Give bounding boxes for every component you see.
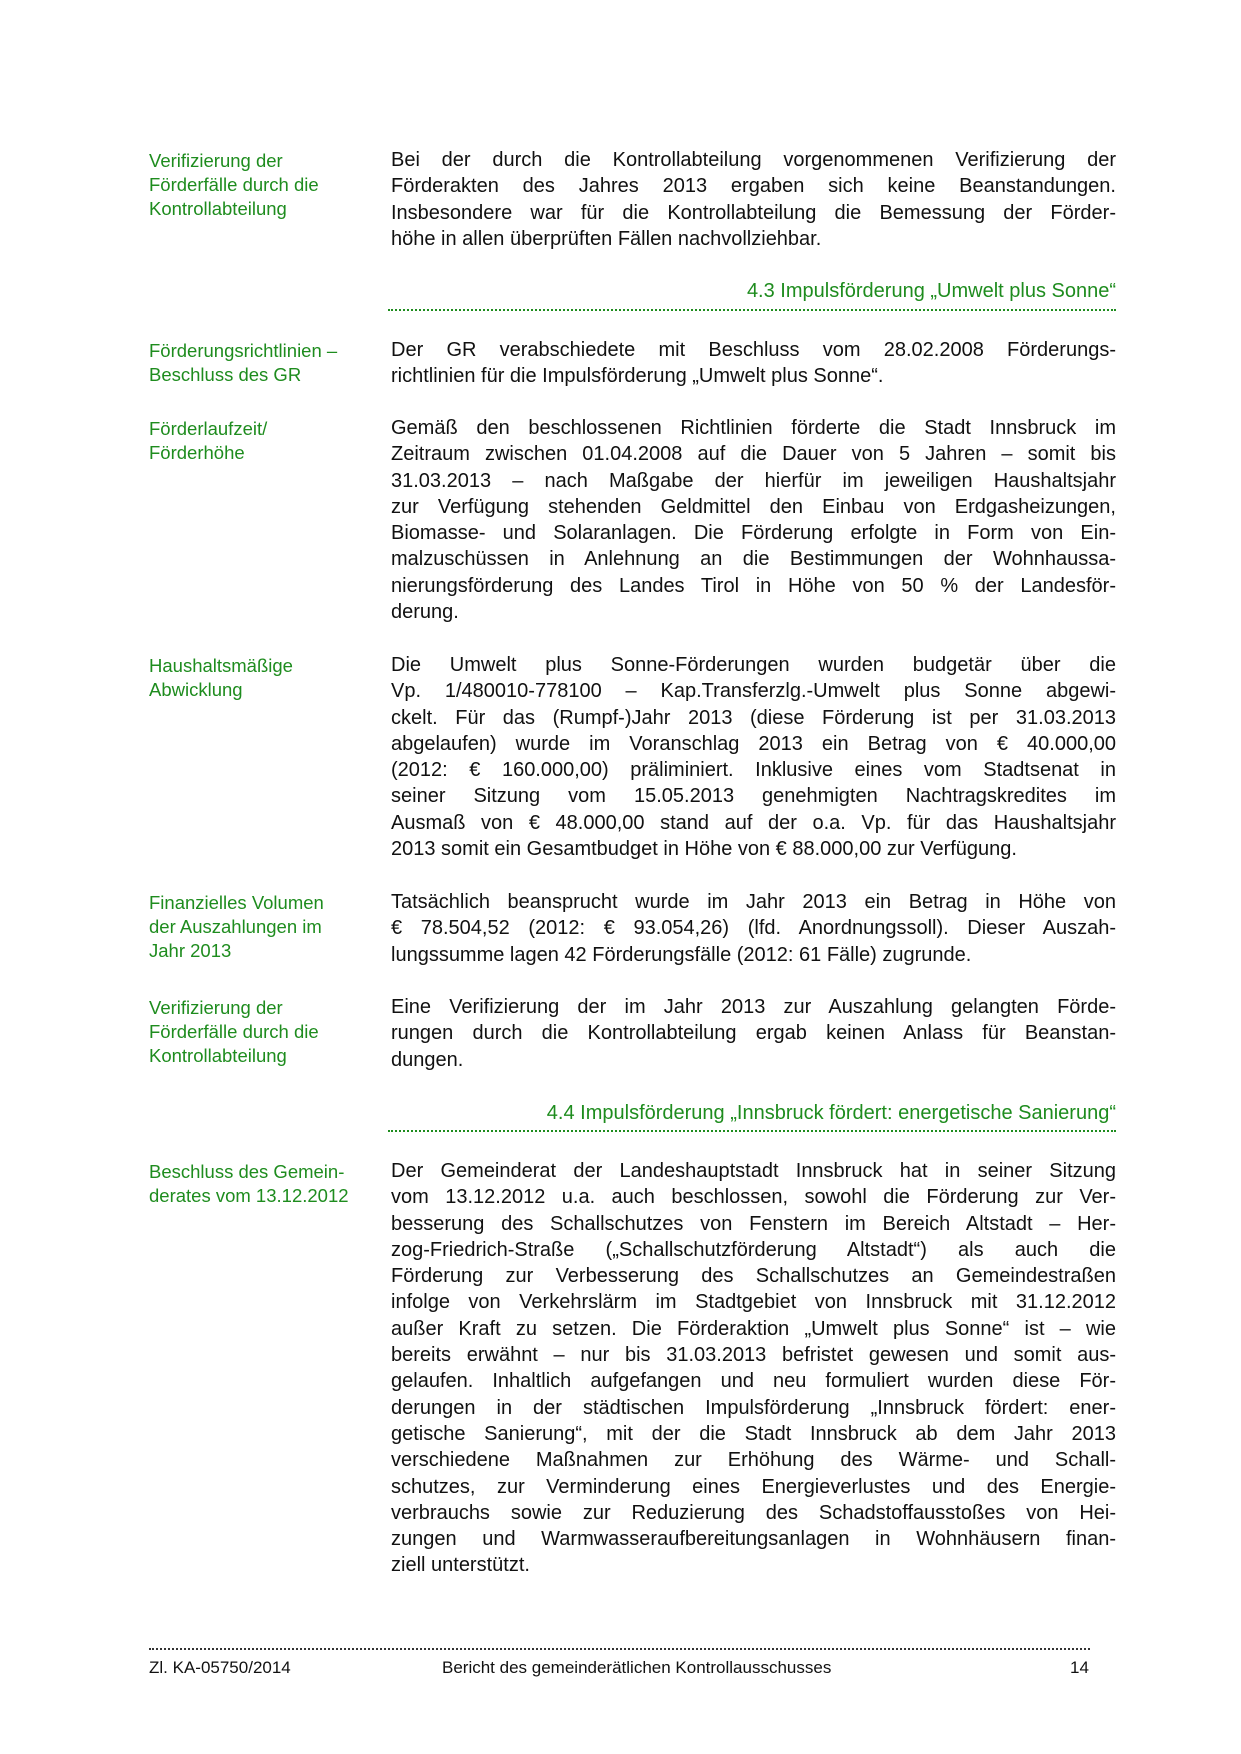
paragraph-line: malzuschüssen in Anlehnung an die Bestimmungen der Wohnhaussa-: [391, 548, 1116, 571]
paragraph-line: Zeitraum zwischen 01.04.2008 auf die Dauer von 5 Jahren – somit bis: [391, 443, 1116, 466]
page-number: 14: [1070, 1658, 1089, 1677]
paragraph-line: abgelaufen) wurde im Voranschlag 2013 ein Betrag von € 40.000,00: [391, 732, 1116, 755]
heading-divider: [388, 309, 1116, 311]
body-paragraph: [391, 1158, 1116, 1579]
paragraph-line: derungen in der städtischen Impulsförderung „Innsbruck fördert: ener-: [391, 1396, 1116, 1419]
margin-label-line: Beschluss des GR: [149, 364, 302, 385]
margin-label: [149, 417, 379, 465]
margin-label-line: Abwicklung: [149, 679, 243, 700]
body-paragraph: [391, 147, 1116, 252]
paragraph-line: außer Kraft zu setzen. Die Förderaktion „Umwelt plus Sonne“ ist – wie: [391, 1317, 1116, 1340]
paragraph-line: 2013 somit ein Gesamtbudget in Höhe von € 88.000,00 zur Verfügung.: [391, 838, 1017, 861]
heading-divider: [388, 1130, 1116, 1132]
paragraph-line: richtlinien für die Impulsförderung „Umwelt plus Sonne“.: [391, 365, 884, 388]
margin-label: [149, 996, 379, 1068]
margin-label-line: der Auszahlungen im: [149, 916, 322, 937]
paragraph-line: Vp. 1/480010-778100 – Kap.Transferzlg.-Umwelt plus Sonne abgewi-: [391, 680, 1116, 703]
paragraph-line: € 78.504,52 (2012: € 93.054,26) (lfd. Anordnungssoll). Dieser Auszah-: [391, 917, 1116, 940]
paragraph-line: nierungsförderung des Landes Tirol in Höhe von 50 % der Landesför-: [391, 574, 1116, 597]
margin-label-line: Beschluss des Gemein-: [149, 1161, 345, 1182]
margin-label-line: Förderungsrichtlinien –: [149, 340, 338, 361]
body-paragraph: [391, 652, 1116, 862]
paragraph-line: vom 13.12.2012 u.a. auch beschlossen, sowohl die Förderung zur Ver-: [391, 1186, 1116, 1209]
section-heading-4-4: 4.4 Impulsförderung „Innsbruck fördert: energetische Sanierung“: [546, 1102, 1116, 1124]
margin-label-line: derates vom 13.12.2012: [149, 1185, 349, 1206]
margin-label-line: Förderfälle durch die: [149, 174, 319, 195]
paragraph-line: bereits erwähnt – nur bis 31.03.2013 befristet gewesen und somit aus-: [391, 1344, 1116, 1367]
paragraph-line: Die Umwelt plus Sonne-Förderungen wurden budgetär über die: [391, 654, 1116, 676]
paragraph-line: schutzes, zur Verminderung eines Energieverlustes und des Energie-: [391, 1475, 1116, 1498]
margin-label-line: Verifizierung der: [149, 997, 283, 1018]
paragraph-line: Ausmaß von € 48.000,00 stand auf der o.a. Vp. für das Haushaltsjahr: [391, 811, 1116, 834]
paragraph-line: höhe in allen überprüften Fällen nachvollziehbar.: [391, 227, 822, 250]
paragraph-line: Biomasse- und Solaranlagen. Die Förderung erfolgte in Form von Ein-: [391, 522, 1116, 545]
margin-label-line: Jahr 2013: [149, 940, 232, 961]
footer-title: Bericht des gemeinderätlichen Kontrollausschusses: [442, 1658, 832, 1677]
paragraph-line: dungen.: [391, 1048, 464, 1071]
paragraph-line: verbrauchs sowie zur Reduzierung des Schadstoffausstoßes von Hei-: [391, 1501, 1116, 1524]
body-paragraph: [391, 889, 1116, 968]
paragraph-line: Gemäß den beschlossenen Richtlinien förderte die Stadt Innsbruck im: [391, 417, 1116, 439]
margin-label-line: Haushaltsmäßige: [149, 655, 293, 676]
paragraph-line: seiner Sitzung vom 15.05.2013 genehmigten Nachtragskredites im: [391, 785, 1116, 808]
section-heading-4-3: 4.3 Impulsförderung „Umwelt plus Sonne“: [746, 280, 1116, 302]
margin-label-line: Kontrollabteilung: [149, 198, 287, 219]
margin-label-line: Förderfälle durch die: [149, 1021, 319, 1042]
paragraph-line: zur Verfügung stehenden Geldmittel den Einbau von Erdgasheizungen,: [391, 495, 1116, 518]
paragraph-line: zungen und Warmwasseraufbereitungsanlagen in Wohnhäusern finan-: [391, 1528, 1116, 1551]
paragraph-line: Bei der durch die Kontrollabteilung vorgenommenen Verifizierung der: [391, 149, 1116, 171]
body-paragraph: [391, 337, 1116, 390]
paragraph-line: zog-Friedrich-Straße („Schallschutzförderung Altstadt“) als auch die: [391, 1238, 1116, 1261]
paragraph-line: derung.: [391, 601, 459, 624]
margin-label-line: Förderhöhe: [149, 442, 245, 463]
paragraph-line: ckelt. Für das (Rumpf-)Jahr 2013 (diese Förderung ist per 31.03.2013: [391, 706, 1116, 729]
margin-label: [149, 1160, 379, 1208]
margin-label: [149, 891, 379, 963]
paragraph-line: Insbesondere war für die Kontrollabteilung die Bemessung der Förder-: [391, 201, 1116, 224]
paragraph-line: (2012: € 160.000,00) präliminiert. Inklusive eines vom Stadtsenat in: [391, 759, 1116, 782]
paragraph-line: getische Sanierung“, mit der die Stadt Innsbruck ab dem Jahr 2013: [391, 1422, 1116, 1445]
footer-reference: Zl. KA-05750/2014: [149, 1658, 291, 1677]
margin-label-line: Verifizierung der: [149, 150, 283, 171]
paragraph-line: rungen durch die Kontrollabteilung ergab keinen Anlass für Beanstan-: [391, 1022, 1116, 1045]
margin-label-line: Kontrollabteilung: [149, 1045, 287, 1066]
paragraph-line: ziell unterstützt.: [391, 1554, 530, 1577]
paragraph-line: lungssumme lagen 42 Förderungsfälle (2012: 61 Fälle) zugrunde.: [391, 943, 972, 966]
margin-label-line: Finanzielles Volumen: [149, 892, 324, 913]
paragraph-line: Eine Verifizierung der im Jahr 2013 zur Auszahlung gelangten Förde-: [391, 996, 1116, 1018]
paragraph-line: besserung des Schallschutzes von Fenstern im Bereich Altstadt – Her-: [391, 1212, 1116, 1235]
margin-label-line: Förderlaufzeit/: [149, 418, 268, 439]
margin-label: [149, 149, 379, 221]
paragraph-line: gelaufen. Inhaltlich aufgefangen und neu formuliert wurden diese För-: [391, 1370, 1116, 1393]
paragraph-line: Der GR verabschiedete mit Beschluss vom 28.02.2008 Förderungs-: [391, 339, 1116, 361]
paragraph-line: Förderakten des Jahres 2013 ergaben sich keine Beanstandungen.: [391, 175, 1116, 198]
paragraph-line: infolge von Verkehrslärm im Stadtgebiet von Innsbruck mit 31.12.2012: [391, 1291, 1116, 1314]
body-paragraph: [391, 415, 1116, 625]
paragraph-line: Förderung zur Verbesserung des Schallschutzes an Gemeindestraßen: [391, 1265, 1116, 1288]
paragraph-line: Der Gemeinderat der Landeshauptstadt Innsbruck hat in seiner Sitzung: [391, 1160, 1116, 1182]
body-paragraph: [391, 994, 1116, 1073]
paragraph-line: Tatsächlich beansprucht wurde im Jahr 2013 ein Betrag in Höhe von: [391, 891, 1116, 913]
paragraph-line: verschiedene Maßnahmen zur Erhöhung des Wärme- und Schall-: [391, 1449, 1116, 1472]
margin-label: [149, 654, 379, 702]
margin-label: [149, 339, 379, 387]
footer-divider: [149, 1648, 1090, 1650]
paragraph-line: 31.03.2013 – nach Maßgabe der hierfür im jeweiligen Haushaltsjahr: [391, 469, 1116, 492]
